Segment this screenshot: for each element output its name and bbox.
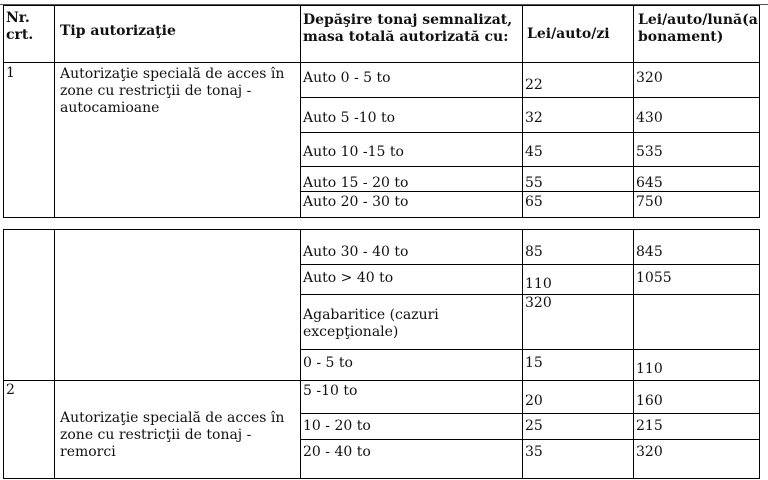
header-lei-auto-luna: Lei/auto/lună(a bonament) — [634, 6, 759, 63]
row-zi: 85 — [523, 230, 634, 265]
row-zi: 20 — [523, 381, 634, 414]
row-luna: 1055 — [634, 265, 759, 295]
row-zi: 65 — [523, 192, 634, 217]
row-luna: 110 — [634, 350, 759, 381]
row-zi: 45 — [523, 133, 634, 167]
row-1-tip: Autorizaţie specială de acces în zone cu restricţii de tonaj - autocamioane — [55, 63, 301, 217]
row-dep: Auto 30 - 40 to — [301, 230, 523, 265]
row-dep: Agabaritice (cazuri excepţionale) — [301, 295, 523, 350]
row-dep: 0 - 5 to — [301, 350, 523, 381]
row-luna: 160 — [634, 381, 759, 414]
header-nr-crt: Nr. crt. — [4, 6, 55, 63]
tariff-table-1 — [3, 5, 760, 218]
row-dep: Auto 10 -15 to — [301, 133, 523, 167]
row-dep: Auto 15 - 20 to — [301, 167, 523, 192]
row-luna-empty — [634, 295, 759, 350]
row-zi: 25 — [523, 414, 634, 440]
row-zi: 32 — [523, 98, 634, 133]
row-dep: Auto 5 -10 to — [301, 98, 523, 133]
block-a-tip-empty — [55, 230, 301, 381]
row-luna: 430 — [634, 98, 759, 133]
tariff-table-2 — [3, 229, 760, 479]
row-zi: 320 — [523, 295, 634, 350]
header-depasire-tonaj: Depăşire tonaj semnalizat, masa totală autorizată cu: — [301, 6, 523, 63]
row-dep: Auto > 40 to — [301, 265, 523, 295]
row-1-nr: 1 — [4, 63, 55, 217]
row-2-tip: Autorizaţie specială de acces în zone cu restricţii de tonaj - remorci — [55, 381, 301, 478]
row-luna: 320 — [634, 63, 759, 98]
row-zi: 15 — [523, 350, 634, 381]
row-luna: 320 — [636, 444, 663, 460]
row-luna: 845 — [634, 230, 759, 265]
row-dep: Auto 20 - 30 to — [301, 192, 523, 217]
row-dep: 5 -10 to — [301, 381, 523, 414]
row-2-nr: 2 — [4, 381, 55, 478]
block-a-nr-empty — [4, 230, 55, 381]
row-luna: 535 — [634, 133, 759, 167]
row-zi: 35 — [523, 440, 634, 478]
header-tip-autorizatie: Tip autorizaţie — [55, 6, 301, 63]
row-dep: 20 - 40 to — [301, 440, 523, 478]
row-zi: 55 — [523, 167, 634, 192]
row-zi: 22 — [523, 63, 634, 98]
row-luna: 645 — [634, 167, 759, 192]
row-zi: 110 — [523, 265, 634, 295]
row-dep: Auto 0 - 5 to — [301, 63, 523, 98]
header-lei-auto-zi: Lei/auto/zi — [523, 6, 634, 63]
row-luna: 215 — [634, 414, 759, 440]
row-dep: 10 - 20 to — [301, 414, 523, 440]
row-luna: 750 — [636, 194, 663, 210]
